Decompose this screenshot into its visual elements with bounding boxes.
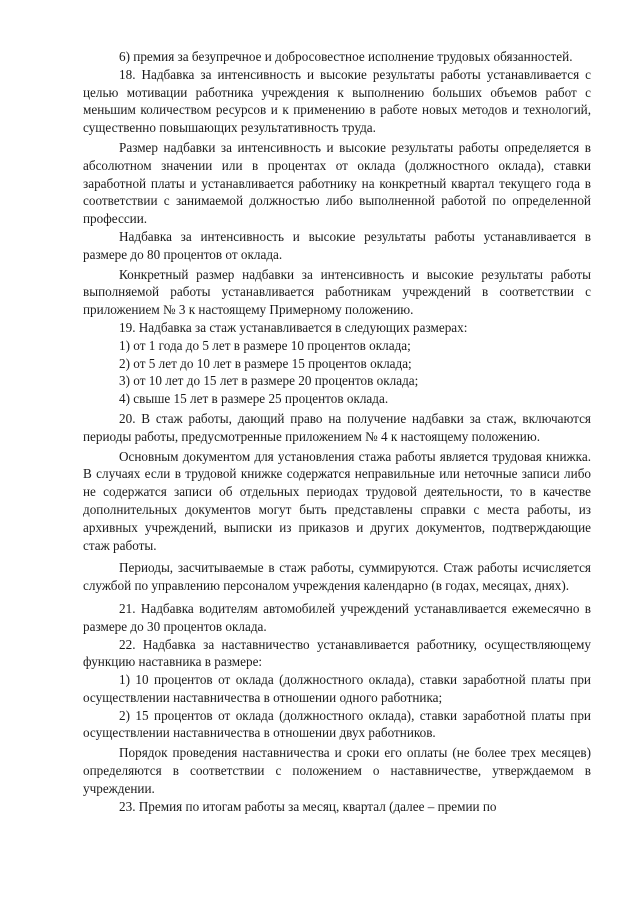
list-item-mentoring-2: 2) 15 процентов от оклада (должностного оклада), ставки заработной платы при осуществлении наставничества в отношении двух работников. [83, 707, 591, 741]
paragraph-22-mentoring: 22. Надбавка за наставничество устанавливается работнику, осуществляющему функцию наставника в размере: [83, 636, 591, 670]
paragraph-23-bonus: 23. Премия по итогам работы за месяц, квартал (далее – премии по [119, 798, 497, 814]
paragraph-intensity-size: Размер надбавки за интенсивность и высокие результаты работы определяется в абсолютном значении или в процентах от оклада (должностного оклада), ставки заработной платы и устанавливается работнику на конкретный квартал текущего года в соответствии с занимаемой должностью либо выполненной работой по определенной профессии. [83, 139, 591, 227]
paragraph-18-intensity: 18. Надбавка за интенсивность и высокие результаты работы устанавливается с целью мотивации работника учреждения к выполнению больших объемов работ с меньшим количеством ресурсов и к применению в работе новых методов и технологий, существенно повышающих результативность труда. [83, 66, 591, 136]
paragraph-bonus-6: 6) премия за безупречное и добросовестное исполнение трудовых обязанностей. [119, 49, 573, 64]
paragraph-intensity-80: Надбавка за интенсивность и высокие результаты работы устанавливается в размере до 80 процентов от оклада. [83, 228, 591, 262]
list-item-seniority-1: 1) от 1 года до 5 лет в размере 10 процентов оклада; [119, 337, 411, 353]
paragraph-periods-summed: Периоды, засчитываемые в стаж работы, суммируются. Стаж работы исчисляется службой по управлению персоналом учреждения календарно (в годах, месяцах, днях). [83, 560, 591, 594]
list-item-seniority-2: 2) от 5 лет до 10 лет в размере 15 процентов оклада; [119, 355, 412, 371]
paragraph-21-drivers: 21. Надбавка водителям автомобилей учреждений устанавливается ежемесячно в размере до 30 процентов оклада. [83, 600, 591, 634]
paragraph-19-seniority: 19. Надбавка за стаж устанавливается в следующих размерах: [119, 319, 468, 335]
paragraph-intensity-appendix-3: Конкретный размер надбавки за интенсивность и высокие результаты работы выполняемой работы устанавливается работникам учреждений в соответствии с приложением № 3 к настоящему Примерному положению. [83, 266, 591, 318]
paragraph-20-seniority-periods: 20. В стаж работы, дающий право на получение надбавки за стаж, включаются периоды работы, предусмотренные приложением № 4 к настоящему положению. [83, 410, 591, 444]
list-item-seniority-4: 4) свыше 15 лет в размере 25 процентов оклада. [119, 391, 389, 407]
paragraph-mentoring-procedure: Порядок проведения наставничества и сроки его оплаты (не более трех месяцев) определяются в соответствии с положением о наставничестве, утверждаемом в учреждении. [83, 745, 591, 796]
document-page [83, 48, 591, 815]
list-item-seniority-3: 3) от 10 лет до 15 лет в размере 20 процентов оклада; [119, 373, 419, 389]
paragraph-work-book: Основным документом для установления стажа работы является трудовая книжка. В случаях если в трудовой книжке содержатся неправильные или неточные записи либо не содержатся записи об отдельных периодах трудовой деятельности, то в качестве дополнительных документов могут быть представлены справки с места работы, из архивных учреждений, выписки из приказов и других документов, подтверждающие стаж работы. [83, 448, 591, 553]
list-item-mentoring-1: 1) 10 процентов от оклада (должностного оклада), ставки заработной платы при осуществлении наставничества в отношении одного работника; [83, 672, 591, 705]
